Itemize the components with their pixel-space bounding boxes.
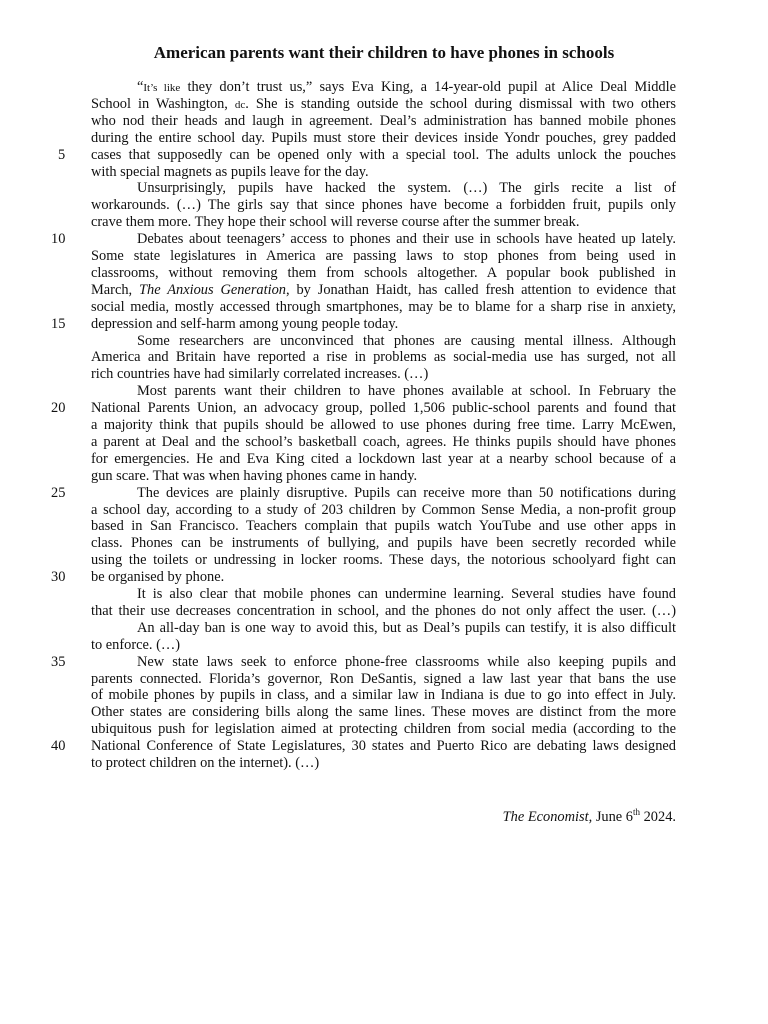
line-number: 10 [51, 231, 66, 248]
text-line: School in Washington, dc. She is standing outside the school during dismissal with two others [91, 95, 676, 112]
date-prefix: June 6 [592, 808, 633, 825]
publication-name: The Economist, [502, 808, 593, 825]
text-line: be organised by phone. [91, 569, 225, 586]
text-line: Some researchers are unconvinced that phones are causing mental illness. Although [137, 332, 676, 349]
text-line: National Conference of State Legislatures, 30 states and Puerto Rico are debating laws designed [91, 738, 676, 755]
line-number: 5 [58, 146, 66, 163]
text-line: crave them more. They hope their school will reverse course after the summer break. [91, 214, 580, 231]
text-line: using the toilets or undressing in locker rooms. These days, the notorious schoolyard fight can [91, 552, 676, 569]
line-number: 25 [51, 484, 66, 501]
text-line: for emergencies. He and Eva King cited a lockdown last year at a nearby school because of a [91, 450, 676, 467]
text-line: of mobile phones by pupils in class, and a similar law in Indiana is due to go into effect in July. [91, 687, 676, 704]
text-line: social media, mostly accessed through smartphones, may be to blame for a sharp rise in anxiety, [91, 298, 676, 315]
article-source [503, 804, 676, 826]
line-number: 15 [51, 315, 66, 332]
text-line: rich countries have had similarly correlated increases. (…) [91, 366, 429, 383]
text-line: The devices are plainly disruptive. Pupils can receive more than 50 notifications during [137, 484, 676, 501]
text-line: to protect children on the internet). (…) [91, 755, 320, 771]
article-title: American parents want their children to have phones in schools [153, 43, 615, 62]
text-line: a school day, according to a study of 203 children by Common Sense Media, a non-profit group [91, 501, 676, 518]
text-line: It is also clear that mobile phones can undermine learning. Several studies have found [137, 586, 676, 602]
text-line: that their use decreases concentration in school, and the phones do not only affect the user. (…) [91, 602, 676, 619]
text-line: based in San Francisco. Teachers complain that pupils watch YouTube and use other apps in [91, 518, 676, 535]
text-line: America and Britain have reported a rise in problems as social-media use has surged, not all [91, 349, 676, 366]
text-line: parents connected. Florida’s governor, Ron DeSantis, signed a law last year that bans the use [91, 670, 676, 687]
text-line: gun scare. That was when having phones came in handy. [91, 467, 418, 484]
line-number: 35 [51, 653, 66, 670]
text-line: to enforce. (…) [91, 636, 181, 653]
text-line: Some state legislatures in America are passing laws to stop phones from being used in [91, 248, 676, 264]
line-number: 40 [51, 738, 66, 755]
text-line: Other states are considering bills along the same lines. These moves are distinct from the more [91, 704, 676, 721]
date-suffix-ordinal: th [633, 807, 641, 817]
text-line: a parent at Deal and the school’s basketball coach, agrees. He thinks pupils should have phones [91, 433, 676, 450]
text-line: class. Phones can be instruments of bullying, and pupils have been secretly recorded while [91, 535, 676, 552]
date-year: 2024. [640, 808, 676, 825]
text-line: during the entire school day. Pupils must store their devices inside Yondr pouches, grey padded [91, 129, 676, 146]
text-line: Unsurprisingly, pupils have hacked the system. (…) The girls recite a list of [137, 180, 676, 197]
text-line: Debates about teenagers’ access to phones and their use in schools have heated up lately. [137, 231, 676, 248]
text-line: National Parents Union, an advocacy group, polled 1,506 public-school parents and found that [91, 400, 676, 417]
text-line: “It’s like they don’t trust us,” says Eva King, a 14-year-old pupil at Alice Deal Middle [137, 79, 676, 95]
text-line: who nod their heads and laugh in agreement. Deal’s administration has banned mobile phones [91, 112, 676, 129]
text-line: An all-day ban is one way to avoid this, but as Deal’s pupils can testify, it is also difficult [137, 619, 676, 636]
text-line: cases that supposedly can be opened only with a special tool. The adults unlock the pouches [91, 146, 676, 163]
text-line: Most parents want their children to have phones available at school. In February the [137, 383, 676, 400]
text-line: depression and self-harm among young people today. [91, 315, 399, 332]
text-line: with special magnets as pupils leave for the day. [91, 163, 369, 180]
text-line: ubiquitous push for legislation aimed at protecting children from social media (according to the [91, 721, 676, 738]
text-line: March, The Anxious Generation, by Jonathan Haidt, has called fresh attention to evidence that [91, 281, 676, 298]
line-number: 30 [51, 569, 66, 586]
text-line: a majority think that pupils should be allowed to use phones during free time. Larry McEwen, [91, 417, 676, 433]
text-line: classrooms, without removing them from schools altogether. A popular book published in [91, 264, 676, 281]
line-number: 20 [51, 400, 66, 417]
text-line: workarounds. (…) The girls say that since phones have become a forbidden fruit, pupils only [91, 197, 676, 214]
text-line: New state laws seek to enforce phone-free classrooms while also keeping pupils and [137, 653, 676, 670]
